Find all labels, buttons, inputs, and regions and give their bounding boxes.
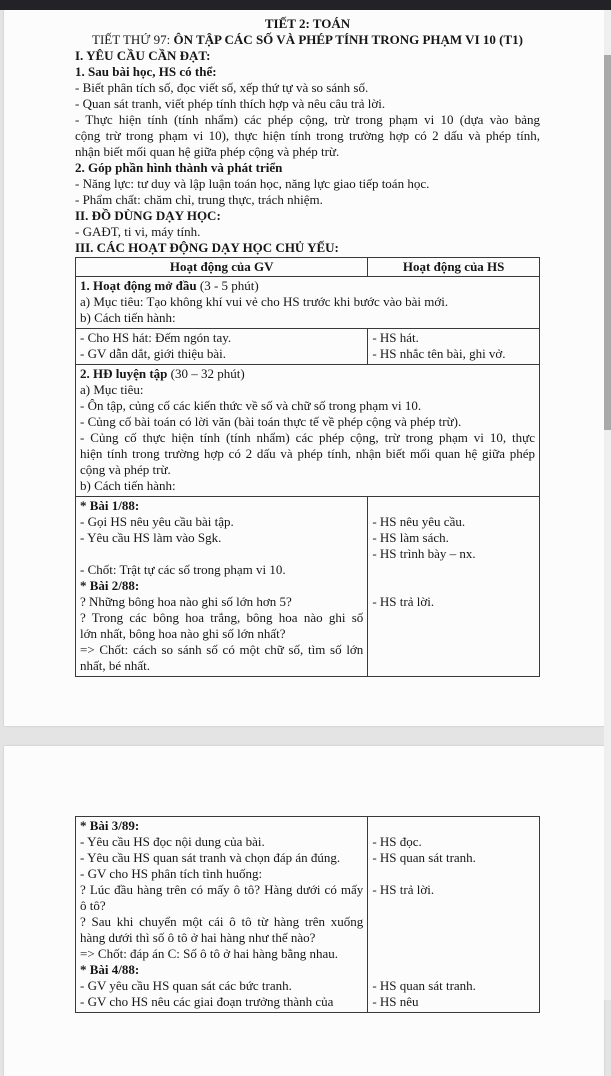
doc-line: b) Cách tiến hành:: [80, 478, 176, 493]
cell-warmup-hs: [368, 329, 540, 365]
doc-line: II. ĐỒ DÙNG DẠY HỌC:: [75, 208, 221, 223]
doc-line: => Chốt: cách so sánh số có một chữ số, tìm số lớn: [80, 642, 364, 657]
doc-line: ? Sau khi chuyển một cái ô tô từ hàng trên xuống: [80, 914, 364, 929]
doc-line: - HS trả lời.: [372, 882, 435, 897]
doc-line: - Phẩm chất: chăm chỉ, trung thực, trách nhiệm.: [75, 192, 323, 207]
doc-line: hiện tính trong trường hợp có 2 dấu và phép tính, nhận biết mối quan hệ giữa phép: [80, 446, 535, 461]
doc-line: nhận biết mối quan hệ giữa phép cộng và phép trừ.: [75, 144, 340, 159]
cell-exercises-3-4-gv: [76, 817, 368, 1013]
doc-line: - HS quan sát tranh.: [372, 850, 476, 865]
doc-line: - GV dẫn dắt, giới thiệu bài.: [80, 346, 226, 361]
cell-exercises-1-2-hs: [368, 497, 540, 677]
column-header-hs: Hoạt động của HS: [368, 258, 540, 277]
doc-line: [372, 818, 535, 834]
doc-line: [372, 914, 535, 930]
doc-line: TIẾT THỨ 97: ÔN TẬP CÁC SỐ VÀ PHÉP TÍNH TRONG PHẠM VI 10 (T1): [92, 32, 523, 47]
doc-line: hàng dưới thì số ô tô ở hai hàng như thế nào?: [80, 930, 316, 945]
doc-line: * Bài 4/88:: [80, 962, 140, 977]
doc-line: - Chốt: Trật tự các số trong phạm vi 10.: [80, 562, 286, 577]
table-row-warmup: [76, 329, 540, 365]
doc-line: [80, 546, 363, 562]
window-top-bar: [0, 0, 611, 10]
doc-line: III. CÁC HOẠT ĐỘNG DẠY HỌC CHỦ YẾU:: [75, 240, 339, 255]
doc-line: * Bài 3/89:: [80, 818, 140, 833]
cell-exercises-1-2-gv: [76, 497, 368, 677]
doc-line: [372, 578, 535, 594]
doc-line: - HS trả lời.: [372, 594, 435, 609]
doc-line: 1. Sau bài học, HS có thể:: [75, 64, 217, 79]
doc-line: - Yêu cầu HS đọc nội dung của bài.: [80, 834, 265, 849]
doc-line: - HS làm sách.: [372, 530, 449, 545]
doc-line: ? Trong các bông hoa trắng, bông hoa nào ghi số: [80, 610, 364, 625]
doc-line: cộng trừ trong phạm vi 10), thực hiện tính trong trường hợp có 2 dấu và phép tính,: [75, 128, 540, 143]
cell-opening-activity: [76, 277, 540, 329]
document-page-1: [4, 10, 604, 726]
table-row-exercises-1-2: [76, 497, 540, 677]
table-row-practice-intro: [76, 365, 540, 497]
doc-line: ? Những bông hoa nào ghi số lớn hơn 5?: [80, 594, 292, 609]
table-header-row: [76, 258, 540, 277]
doc-line: - Củng cố thực hiện tính (tính nhẩm) các phép cộng, trừ trong phạm vi 10, thực: [80, 430, 535, 445]
doc-line: - HS hát.: [372, 330, 419, 345]
doc-line: - Cho HS hát: Đếm ngón tay.: [80, 330, 232, 345]
doc-line: - HS quan sát tranh.: [372, 978, 476, 993]
doc-line: ? Lúc đầu hàng trên có mấy ô tô? Hàng dưới có mấy: [80, 882, 364, 897]
cell-practice-intro: [76, 365, 540, 497]
table-row-exercises-3-4: [76, 817, 540, 1013]
doc-line: => Chốt: đáp án C: Số ô tô ở hai hàng bằng nhau.: [80, 946, 339, 961]
scrollbar-track[interactable]: [604, 10, 611, 1000]
doc-line: - HS đọc.: [372, 834, 422, 849]
doc-line: lớn nhất, bông hoa nào ghi số lớn nhất?: [80, 626, 286, 641]
doc-line: - Thực hiện tính (tính nhẩm) các phép cộng, trừ trong phạm vi 10 (dựa vào bảng: [75, 112, 540, 127]
doc-line: b) Cách tiến hành:: [80, 310, 176, 325]
cell-exercises-3-4-hs: [368, 817, 540, 1013]
doc-line: - GV cho HS nêu các giai đoạn trưởng thành của: [80, 994, 334, 1009]
doc-line: - Củng cố bài toán có lời văn (bài toán thực tế về phép cộng và phép trừ).: [80, 414, 462, 429]
doc-line: cộng và phép trừ.: [80, 462, 171, 477]
doc-line: - Quan sát tranh, viết phép tính thích hợp và nêu câu trả lời.: [75, 96, 386, 111]
doc-line: - HS nhắc tên bài, ghi vở.: [372, 346, 506, 361]
doc-line: - Gọi HS nêu yêu cầu bài tập.: [80, 514, 234, 529]
doc-line: nhất, bé nhất.: [80, 658, 151, 673]
doc-line: - HS nêu yêu cầu.: [372, 514, 466, 529]
doc-line: a) Mục tiêu:: [80, 382, 144, 397]
doc-line: 2. HĐ luyện tập (30 – 32 phút): [80, 366, 245, 381]
doc-line: [372, 930, 535, 946]
doc-line: - Biết phân tích số, đọc viết số, xếp thứ tự và so sánh số.: [75, 80, 369, 95]
scrollbar-thumb[interactable]: [604, 55, 611, 430]
doc-line: [372, 562, 535, 578]
cell-warmup-gv: [76, 329, 368, 365]
column-header-gv: Hoạt động của GV: [76, 258, 368, 277]
doc-line: [372, 898, 535, 914]
doc-line: - Yêu cầu HS quan sát tranh và chọn đáp án đúng.: [80, 850, 341, 865]
lesson-activities-table-page2: [75, 816, 540, 1013]
doc-line: [372, 498, 535, 514]
doc-line: TIẾT 2: TOÁN: [264, 16, 351, 31]
doc-line: [372, 946, 535, 962]
doc-line: - Ôn tập, củng cố các kiến thức về số và chữ số trong phạm vi 10.: [80, 398, 422, 413]
doc-line: - GAĐT, ti vi, máy tính.: [75, 224, 201, 239]
doc-line: - HS nêu: [372, 994, 419, 1009]
doc-line: - HS trình bày – nx.: [372, 546, 476, 561]
lesson-activities-table-page1: [75, 257, 540, 677]
doc-line: - Năng lực: tư duy và lập luận toán học, năng lực giao tiếp toán học.: [75, 176, 430, 191]
doc-line: ô tô?: [80, 898, 106, 913]
doc-line: I. YÊU CẦU CẦN ĐẠT:: [75, 48, 211, 63]
doc-line: 1. Hoạt động mở đầu (3 - 5 phút): [80, 278, 259, 293]
doc-line: [372, 962, 535, 978]
page1-heading-block: [75, 16, 540, 256]
doc-line: a) Mục tiêu: Tạo không khí vui vẻ cho HS trước khi bước vào bài mới.: [80, 294, 449, 309]
table-row-opening-activity: [76, 277, 540, 329]
doc-line: * Bài 1/88:: [80, 498, 140, 513]
doc-line: - GV yêu cầu HS quan sát các bức tranh.: [80, 978, 292, 993]
doc-line: - Yêu cầu HS làm vào Sgk.: [80, 530, 222, 545]
doc-line: * Bài 2/88:: [80, 578, 140, 593]
doc-line: 2. Góp phần hình thành và phát triển: [75, 160, 283, 175]
doc-line: [372, 866, 535, 882]
document-page-2: [4, 746, 604, 1076]
doc-line: - GV cho HS phân tích tình huống:: [80, 866, 263, 881]
